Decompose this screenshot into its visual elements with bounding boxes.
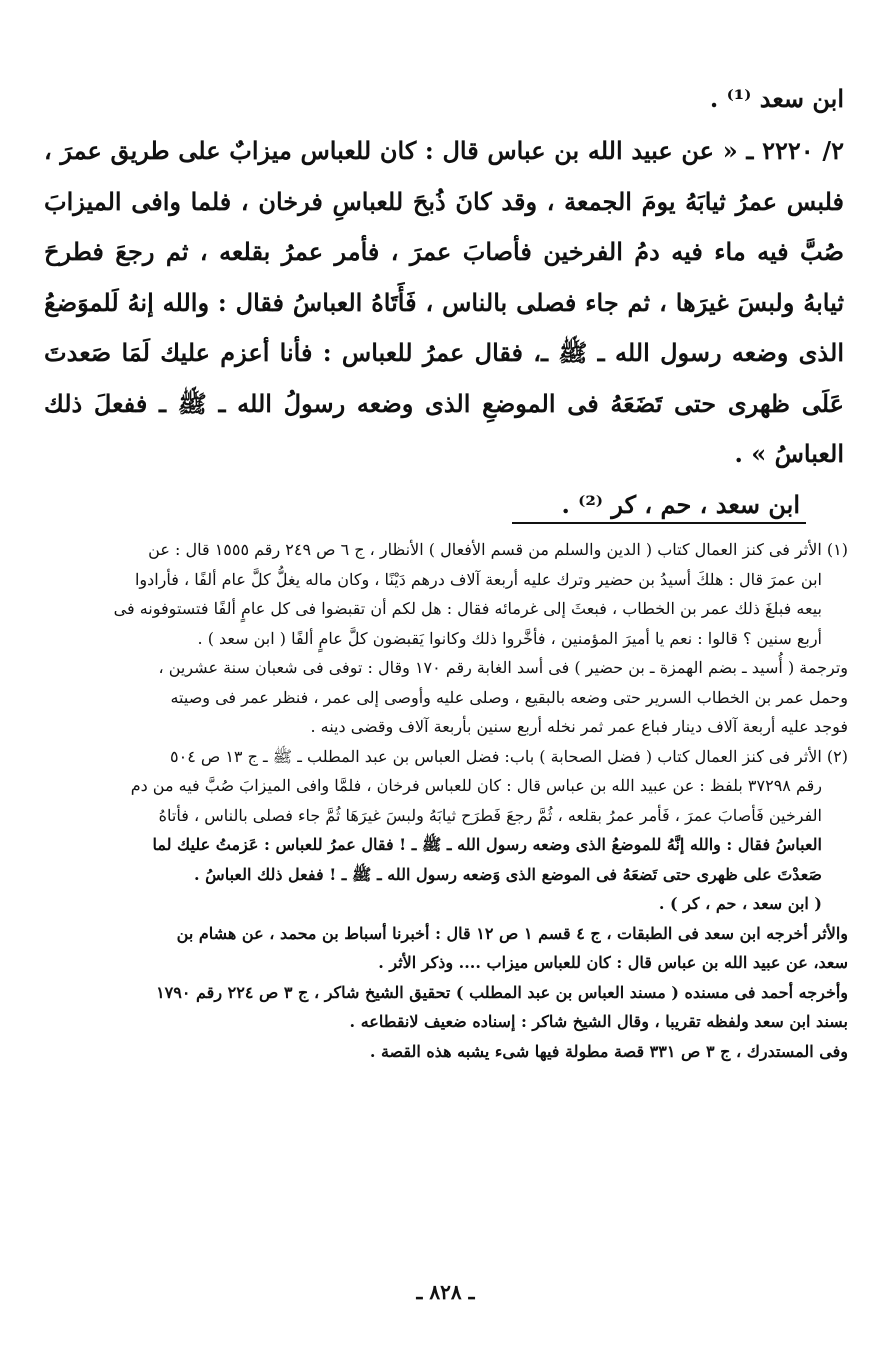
footnote-2-line: والأثر أخرجه ابن سعد فى الطبقات ، ج ٤ قسم ١ ص ١٢ قال : أخبرنا أسباط بن محمد ، عن هشام بن bbox=[176, 923, 848, 943]
footnote-2-line: رقم ٣٧٢٩٨ بلفظ : عن عبيد الله بن عباس قال : كان للعباس فرخان ، فلمَّا وافى الميزابَ صُبَّ فيه من دم bbox=[130, 776, 822, 795]
footnote-2-line: العباسُ فقال : والله إنَّهُ للموضعُ الذى وضعه رسول الله ـ ﷺ ـ ! فقال عمرُ للعباس : عَزمتُ عليك لما bbox=[152, 835, 822, 854]
footnote-2-line: (٢) الأثر فى كنز العمال كتاب ( فضل الصحابة ) باب: فضل العباس بن عبد المطلب ـ ﷺ ـ ج ١٣ ص ٥٠٤ bbox=[170, 746, 848, 766]
closing-source-line: ابن سعد ، حم ، كر ⁽²⁾ . bbox=[561, 489, 800, 519]
footnote-separator bbox=[512, 522, 806, 524]
footnote-2-line: بسند ابن سعد ولفظه تقريبا ، وقال الشيخ شاكر : إسناده ضعيف لانقطاعه . bbox=[349, 1012, 848, 1031]
footnote-2-line: وفى المستدرك ، ج ٣ ص ٣٣١ قصة مطولة فيها شىء يشبه هذه القصة . bbox=[369, 1041, 848, 1061]
footnote-2-line: صَعدْتَ على ظهرى حتى تَضعَهُ فى الموضع الذى وَضعه رسول الله ـ ﷺ ـ ! ففعل ذلك العباسُ . bbox=[194, 864, 822, 884]
footnotes-block bbox=[40, 535, 848, 1066]
footnote-1-line: ابن عمرَ قال : هلكَ أسيدُ بن حضير وترك عليه أربعة آلاف درهم دَيْنًا ، وكان ماله يغلُّ كلَّ عام ألفًا ، فأرادوا bbox=[134, 569, 822, 589]
main-text-block bbox=[44, 74, 844, 530]
footnote-2-line: وأخرجه أحمد فى مسنده ( مسند العباس بن عبد المطلب ) تحقيق الشيخ شاكر ، ج ٣ ص ٢٢٤ رقم ١٧٩٠ bbox=[156, 982, 848, 1002]
footnote-1-line: فوجد عليه أربعة آلاف دينار فباع عمر ثمر نخله أربع سنين بأربعة آلاف وقضى دينه . bbox=[310, 717, 848, 736]
footnote-2-line: سعد، عن عبيد الله بن عباس قال : كان للعباس ميزاب .... وذكر الأثر . bbox=[378, 953, 848, 972]
footnote-1-line: أربع سنين ؟ قالوا : نعم يا أميرَ المؤمنين ، فأخَّروا ذلك وكانوا يَقبضون كلَّ عامٍ ألفًا ( ابن سعد ) . bbox=[197, 628, 822, 648]
footnote-1-line: بيعه فبلغَ ذلك عمر بن الخطاب ، فبعثَ إلى غرمائه فقال : هل لكم أن تقبضوا فى كل عامٍ ألفًا فتستوفونه فى bbox=[113, 599, 822, 618]
footnote-2-line: ( ابن سعد ، حم ، كر ) . bbox=[658, 894, 822, 913]
footnote-1-line: وترجمة ( أُسيد ـ بضم الهمزة ـ بن حضير ) فى أسد الغابة رقم ١٧٠ وقال : توفى فى شعبان سنة عشرين ، bbox=[158, 658, 848, 677]
page-number: ـ ٨٢٨ ـ bbox=[416, 1280, 475, 1304]
footnote-1-line: (١) الأثر فى كنز العمال كتاب ( الدين والسلم من قسم الأفعال ) الأنظار ، ج ٦ ص ٢٤٩ رقم ١٥٥٥ قال : عن bbox=[148, 540, 848, 559]
intro-source-line: ابن سعد ⁽¹⁾ . bbox=[709, 84, 844, 113]
footnote-2-line: الفرخين فَأصابَ عمرَ ، فَأمر عمرُ بقلعه ، ثُمَّ رجعَ فَطرَح ثيابَهُ ولبسَ غيرَهَا ثُمَّ جاء فصلى بالناس ، فأتاهُ bbox=[158, 805, 822, 825]
footnote-1-line: وحمل عمر بن الخطاب السرير حتى وضعه بالبقيع ، وصلى عليه وأوصى إلى عمر ، فنظر عمر فى وصيته bbox=[170, 687, 848, 707]
hadith-paragraph: ٢/ ٢٢٢٠ ـ « عن عبيد الله بن عباس قال : كان للعباس ميزابٌ على طريق عمرَ ، فلبس عمرُ ثيابَهُ يومَ الجمعة ، وقد كانَ ذُبحَ للعباسِ فرخان ، فلما وافى الميزابَ صُبَّ فيه ماء فيه دمُ الفرخين فأصابَ عمرَ ، فأمر عمرُ بقلعه ، ثم رجعَ فطرحَ ثيابهُ ولبسَ غيرَها ، ثم جاء فصلى بالناس ، فَأَتَاهُ العباسُ فقال : والله إنهُ لَلموَضعُ الذى وضعه رسول الله ـ ﷺ ـ، فقال عمرُ للعباس : فأنا أعزم عليك لَمَا صَعدتَ عَلَى ظهرى حتى تَضَعَهُ فى الموضعِ الذى وضعه رسولُ الله ـ ﷺ ـ ففعلَ ذلك العباسُ » . bbox=[44, 136, 845, 468]
